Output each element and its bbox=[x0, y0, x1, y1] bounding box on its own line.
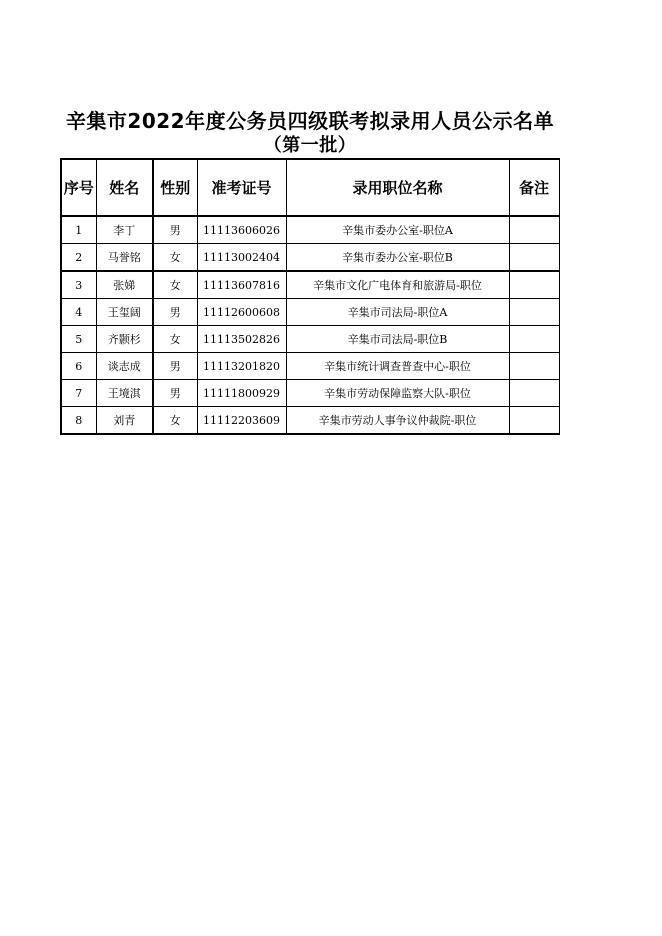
document-subtitle: （第一批） bbox=[263, 135, 357, 156]
cell-position: 辛集市委办公室-职位A bbox=[286, 216, 509, 244]
cell-index: 5 bbox=[61, 326, 96, 353]
table-row bbox=[61, 407, 559, 435]
cell-name: 马誉铭 bbox=[96, 244, 153, 272]
cell-remarks bbox=[509, 299, 559, 326]
cell-exam-id: 11113201820 bbox=[197, 353, 286, 380]
cell-gender: 女 bbox=[153, 326, 197, 353]
cell-name: 王玺阔 bbox=[96, 299, 153, 326]
cell-remarks bbox=[509, 244, 559, 272]
header-row bbox=[61, 159, 559, 216]
cell-position: 辛集市司法局-职位A bbox=[286, 299, 509, 326]
cell-position: 辛集市统计调查普查中心-职位 bbox=[286, 353, 509, 380]
cell-name: 张娣 bbox=[96, 271, 153, 299]
cell-remarks bbox=[509, 353, 559, 380]
table-row bbox=[61, 271, 559, 299]
table-row bbox=[61, 299, 559, 326]
cell-index: 3 bbox=[61, 271, 96, 299]
table-row bbox=[61, 216, 559, 244]
table-row bbox=[61, 244, 559, 272]
header-gender: 性别 bbox=[153, 159, 197, 216]
cell-name: 李丁 bbox=[96, 216, 153, 244]
cell-name: 谈志成 bbox=[96, 353, 153, 380]
header-index: 序号 bbox=[61, 159, 96, 216]
cell-index: 2 bbox=[61, 244, 96, 272]
roster-table bbox=[60, 158, 560, 435]
cell-index: 8 bbox=[61, 407, 96, 435]
table-row bbox=[61, 380, 559, 407]
cell-index: 7 bbox=[61, 380, 96, 407]
cell-exam-id: 11113002404 bbox=[197, 244, 286, 272]
cell-remarks bbox=[509, 407, 559, 435]
cell-exam-id: 11113606026 bbox=[197, 216, 286, 244]
cell-gender: 女 bbox=[153, 271, 197, 299]
cell-index: 1 bbox=[61, 216, 96, 244]
cell-remarks bbox=[509, 271, 559, 299]
document-title: 辛集市2022年度公务员四级联考拟录用人员公示名单 bbox=[65, 109, 555, 133]
cell-exam-id: 11111800929 bbox=[197, 380, 286, 407]
cell-exam-id: 11113607816 bbox=[197, 271, 286, 299]
cell-remarks bbox=[509, 380, 559, 407]
cell-gender: 男 bbox=[153, 380, 197, 407]
header-remarks: 备注 bbox=[509, 159, 559, 216]
cell-gender: 男 bbox=[153, 299, 197, 326]
cell-remarks bbox=[509, 326, 559, 353]
header-position: 录用职位名称 bbox=[286, 159, 509, 216]
cell-position: 辛集市司法局-职位B bbox=[286, 326, 509, 353]
cell-position: 辛集市劳动保障监察大队-职位 bbox=[286, 380, 509, 407]
table-row bbox=[61, 326, 559, 353]
cell-exam-id: 11113502826 bbox=[197, 326, 286, 353]
cell-name: 刘青 bbox=[96, 407, 153, 435]
cell-exam-id: 11112203609 bbox=[197, 407, 286, 435]
cell-name: 齐颢杉 bbox=[96, 326, 153, 353]
cell-gender: 女 bbox=[153, 244, 197, 272]
cell-index: 6 bbox=[61, 353, 96, 380]
cell-gender: 男 bbox=[153, 216, 197, 244]
cell-gender: 男 bbox=[153, 353, 197, 380]
cell-gender: 女 bbox=[153, 407, 197, 435]
cell-exam-id: 11112600608 bbox=[197, 299, 286, 326]
table-row bbox=[61, 353, 559, 380]
cell-name: 王境淇 bbox=[96, 380, 153, 407]
header-exam-id: 准考证号 bbox=[197, 159, 286, 216]
cell-remarks bbox=[509, 216, 559, 244]
cell-position: 辛集市委办公室-职位B bbox=[286, 244, 509, 272]
cell-position: 辛集市文化广电体育和旅游局-职位 bbox=[286, 271, 509, 299]
header-name: 姓名 bbox=[96, 159, 153, 216]
cell-position: 辛集市劳动人事争议仲裁院-职位 bbox=[286, 407, 509, 435]
cell-index: 4 bbox=[61, 299, 96, 326]
